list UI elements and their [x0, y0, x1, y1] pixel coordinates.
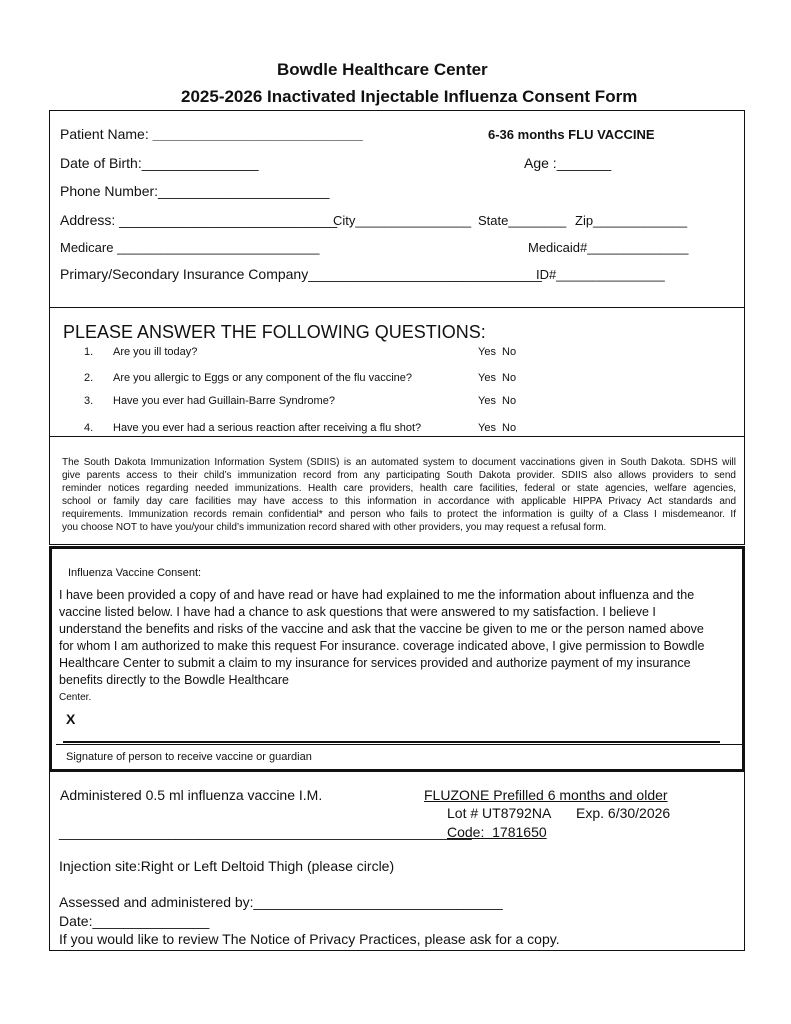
- medicaid-field[interactable]: Medicaid#______________: [528, 240, 689, 255]
- patient-name-label: Patient Name:: [60, 126, 153, 142]
- yes-no-answer[interactable]: Yes No: [478, 422, 517, 434]
- sdiis-line: requirements. Immunization records remain confidential* and person who fails to protect the information is guilty of a Class I misdemeanor. If: [62, 509, 736, 520]
- age-field[interactable]: Age :_______: [524, 155, 612, 171]
- sdiis-line: The South Dakota Immunization Information System (SDIIS) is an automated system to document vaccinations given in South Dakota. SDHS will: [62, 457, 736, 468]
- privacy-notice: If you would like to review The Notice of Privacy Practices, please ask for a copy.: [59, 931, 560, 947]
- injection-site[interactable]: Injection site:Right or Left Deltoid Thigh (please circle): [59, 858, 395, 874]
- administered-text: Administered 0.5 ml influenza vaccine I.M.: [60, 787, 323, 803]
- phone-field[interactable]: Phone Number:______________________: [60, 183, 330, 199]
- vaccine-product: FLUZONE Prefilled 6 months and older: [424, 787, 668, 803]
- patient-name-blank: ___________________________: [152, 126, 363, 142]
- question-number: 1.: [84, 346, 94, 358]
- consent-line: benefits directly to the Bowdle Healthcare: [59, 673, 289, 687]
- city-field[interactable]: City________________: [333, 213, 472, 228]
- consent-center-word: Center.: [59, 692, 92, 703]
- question-text: Have you ever had Guillain-Barre Syndrome?: [113, 395, 335, 407]
- consent-line: for whom I am authorized to make this request For insurance. coverage indicated above, I give permission to Bowdle: [59, 639, 705, 653]
- consent-line: understand the benefits and risks of the vaccine and ask that the vaccine be given to me or the person named above: [59, 622, 704, 636]
- question-text: Are you allergic to Eggs or any component of the flu vaccine?: [113, 372, 413, 384]
- vaccine-heading: 6-36 months FLU VACCINE: [488, 127, 655, 142]
- address-field[interactable]: Address: ____________________________: [60, 212, 338, 228]
- expiration-date: Exp. 6/30/2026: [576, 805, 671, 821]
- patient-name-field[interactable]: [60, 126, 363, 142]
- yes-no-answer[interactable]: Yes No: [478, 346, 517, 358]
- yes-no-answer[interactable]: Yes No: [478, 395, 517, 407]
- consent-label: Influenza Vaccine Consent:: [68, 567, 202, 579]
- signature-x-mark: X: [66, 711, 76, 727]
- question-number: 3.: [84, 395, 94, 407]
- question-text: Are you ill today?: [113, 346, 198, 358]
- question-number: 2.: [84, 372, 94, 384]
- sdiis-line: give parents access to their child’s immunization record from any participating South Dakota provider. SDIIS also allows providers to send: [62, 470, 736, 481]
- insurance-id-field[interactable]: ID#_______________: [536, 267, 665, 282]
- consent-line: vaccine listed below. I have had a chance to ask questions that were answered to my satisfaction. I believe I: [59, 605, 656, 619]
- sdiis-line: you choose NOT to have you/your child’s immunization record shared with other providers, you may request a refusal form.: [62, 522, 607, 533]
- assessed-by-field[interactable]: Assessed and administered by:________________________________: [59, 894, 503, 910]
- sdiis-line: school or family day care facilities may have access to this information in accordance with applicable HIPPA Privacy Act standards and: [62, 496, 736, 507]
- yes-no-answer[interactable]: Yes No: [478, 372, 517, 384]
- form-title: 2025-2026 Inactivated Injectable Influenza Consent Form: [181, 87, 638, 106]
- consent-line: Healthcare Center to submit a claim to my insurance for services provided and authorize payment of my insurance: [59, 656, 691, 670]
- question-number: 4.: [84, 422, 94, 434]
- sdiis-notice: [62, 456, 736, 534]
- administration-blank[interactable]: _____________________________________________________: [59, 824, 472, 840]
- date-field[interactable]: Date:_______________: [59, 913, 210, 929]
- state-field[interactable]: State________: [478, 213, 567, 228]
- zip-field[interactable]: Zip_____________: [575, 213, 688, 228]
- vaccine-code: Code: 1781650: [447, 824, 547, 840]
- insurance-field[interactable]: Primary/Secondary Insurance Company______________________________: [60, 266, 542, 282]
- signature-label: Signature of person to receive vaccine or guardian: [66, 751, 312, 763]
- clinic-name: Bowdle Healthcare Center: [277, 60, 488, 79]
- medicare-field[interactable]: Medicare ____________________________: [60, 240, 320, 255]
- consent-line: I have been provided a copy of and have read or have had explained to me the information about influenza and the: [59, 588, 695, 602]
- signature-divider: [56, 744, 742, 745]
- signature-line[interactable]: [63, 741, 720, 743]
- questions-heading: PLEASE ANSWER THE FOLLOWING QUESTIONS:: [63, 322, 486, 342]
- lot-number: Lot # UT8792NA: [447, 805, 552, 821]
- sdiis-line: reminder notices regarding needed immunizations. Health care providers, health care facilities, federal or state agencies, welfare agencies,: [62, 483, 736, 494]
- consent-text: [59, 587, 735, 689]
- dob-field[interactable]: Date of Birth:_______________: [60, 155, 259, 171]
- question-text: Have you ever had a serious reaction after receiving a flu shot?: [113, 422, 422, 434]
